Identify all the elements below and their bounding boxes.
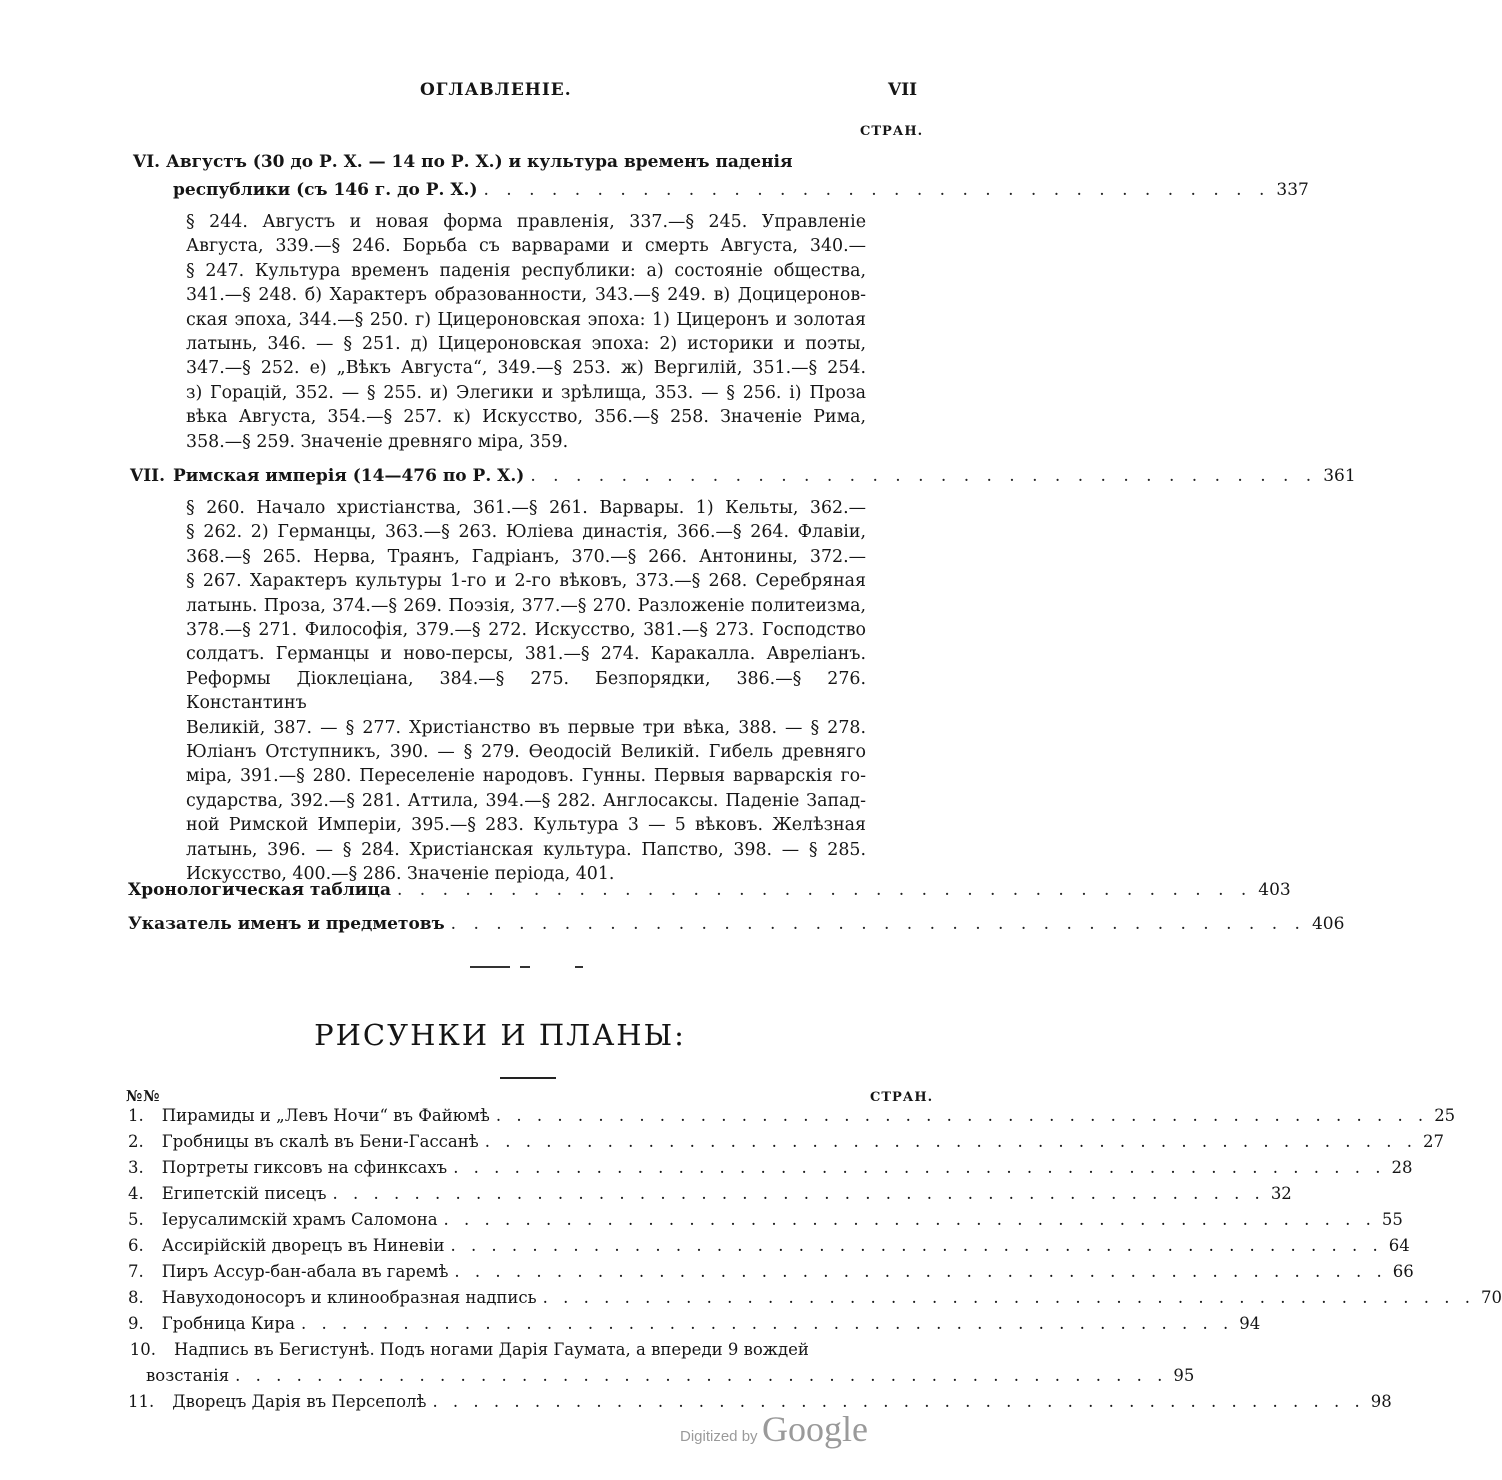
illustration-title: Портреты гиксовъ на сфинксахъ	[161, 1158, 448, 1177]
chapter-page: 337	[1276, 180, 1309, 200]
illustration-page: 98	[1370, 1392, 1392, 1411]
illustration-number: 10.	[129, 1340, 156, 1359]
summary-line: Августа, 339.—§ 246. Борьба съ варварами и смерть Августа, 340.—	[186, 236, 866, 257]
dot-leader: . . . . . . . . . . . . . . . . . . . . . . . . . . . . . . . . . . . . . . . . . . . . . .	[484, 1132, 1418, 1151]
summary-line: з) Горацій, 352. — § 255. и) Элегики и зрѣлища, 353. — § 256. і) Проза	[186, 382, 866, 403]
page-column-label: СТРАН.	[870, 1090, 934, 1105]
illustration-title-continuation: возстанія	[146, 1366, 230, 1385]
summary-line: § 247. Культура временъ паденія республики: а) состояніе общества,	[186, 260, 866, 281]
illustration-number: 8.	[128, 1288, 144, 1307]
illustration-number: 2.	[128, 1132, 144, 1151]
illustration-row-continuation	[128, 1366, 1195, 1392]
illustration-page: 32	[1270, 1184, 1292, 1203]
summary-line: § 260. Начало христіанства, 361.—§ 261. Варвары. 1) Кельты, 362.—	[186, 498, 866, 518]
ornament-rule	[520, 966, 530, 968]
chapter-numeral: VII.	[130, 466, 166, 486]
chapter-title-line: Римская имперія (14—476 по Р. X.)	[173, 466, 525, 486]
summary-line: 368.—§ 265. Нерва, Траянъ, Гадріанъ, 370.—§ 266. Антонины, 372.—	[186, 546, 866, 567]
summary-line: латынь, 396. — § 284. Христіанская культура. Папство, 398. — § 285.	[186, 839, 866, 860]
appendix-index	[128, 914, 1345, 934]
ornament-rule	[575, 966, 583, 968]
chapter-vii-heading	[130, 466, 1356, 486]
illustration-title: Пирамиды и „Левъ Ночи“ въ Файюмѣ	[161, 1106, 490, 1125]
illustration-title: Навуходоносоръ и клинообразная надпись	[161, 1288, 537, 1307]
dot-leader: . . . . . . . . . . . . . . . . . . . . . . . . . . . . . . . . . . . . . . . . . . . . . .	[454, 1262, 1387, 1281]
summary-line: § 267. Характеръ культуры 1-го и 2-го вѣковъ, 373.—§ 268. Серебряная	[186, 571, 866, 592]
illustration-page: 66	[1392, 1262, 1414, 1281]
illustration-row	[128, 1340, 932, 1366]
appendix-chronology	[128, 880, 1291, 900]
illustration-row	[128, 1210, 1403, 1236]
summary-line: 341.—§ 248. б) Характеръ образованности, 343.—§ 249. в) Доцицеронов-	[186, 285, 866, 306]
illustration-number: 5.	[128, 1210, 144, 1229]
illustration-number: 6.	[128, 1236, 144, 1255]
dot-leader: . . . . . . . . . . . . . . . . . . . . . . . . . . . . . . . . . . . . . . . . . . . . . .	[235, 1366, 1168, 1385]
dot-leader: . . . . . . . . . . . . . . . . . . . . . . . . . . . . . . . . . . . . . . . . . . . . . .	[432, 1392, 1365, 1411]
illustration-page: 94	[1239, 1314, 1261, 1333]
illustration-page: 55	[1381, 1210, 1403, 1229]
summary-line: латынь. Проза, 374.—§ 269. Поэзія, 377.—§ 270. Разложеніе политеизма,	[186, 595, 866, 616]
illustration-row	[128, 1288, 1502, 1314]
summary-line: латынь, 346. — § 251. д) Цицероновская эпоха: 2) историки и поэты,	[186, 334, 866, 355]
illustration-title: Надпись въ Бегистунѣ. Подъ ногами Дарія Гаумата, а впереди 9 вождей	[174, 1340, 809, 1359]
illustration-number: 11.	[128, 1392, 155, 1411]
appendix-title: Указатель именъ и предметовъ	[128, 914, 445, 934]
dot-leader: . . . . . . . . . . . . . . . . . . . . . . . . . . . . . . . . . . . . . . . . . . . . . .	[332, 1184, 1265, 1203]
number-column-label: №№	[126, 1087, 161, 1105]
illustration-number: 3.	[128, 1158, 144, 1177]
summary-line: міра, 391.—§ 280. Переселеніе народовъ. Гунны. Первыя варварскія го-	[186, 766, 866, 787]
appendix-page: 403	[1258, 880, 1291, 900]
illustration-number: 4.	[128, 1184, 144, 1203]
dot-leader: . . . . . . . . . . . . . . . . . . . . . . . . . . . . . . . . . . . . . . . . . . . . . .	[542, 1288, 1475, 1307]
illustration-title: Ассирійскій дворецъ въ Ниневіи	[161, 1236, 445, 1255]
summary-line: солдатъ. Германцы и ново-персы, 381.—§ 274. Каракалла. Авреліанъ.	[186, 644, 866, 665]
illustration-page: 70	[1480, 1288, 1502, 1307]
dot-leader: . . . . . . . . . . . . . . . . . . . . . . . . . . . . . . . . . . . . . .	[450, 914, 1306, 934]
illustration-number: 1.	[128, 1106, 144, 1125]
watermark-prefix: Digitized by	[680, 1428, 758, 1445]
illustration-row	[128, 1106, 1456, 1132]
summary-line: Искусство, 400.—§ 286. Значеніе періода, 401.	[186, 864, 615, 885]
dot-leader: . . . . . . . . . . . . . . . . . . . . . . . . . . . . . . . . . . . . . . . . . . . . . .	[495, 1106, 1429, 1125]
summary-line: ной Римской Имперіи, 395.—§ 283. Культура 3 — 5 вѣковъ. Желѣзная	[186, 815, 866, 836]
digitized-watermark	[680, 1408, 868, 1450]
dot-leader: . . . . . . . . . . . . . . . . . . . . . . . . . . . . . . . . . . . . . . . . . . . . . .	[453, 1158, 1386, 1177]
illustration-title: Іерусалимскій храмъ Саломона	[161, 1210, 438, 1229]
chapter-page: 361	[1323, 466, 1356, 486]
illustration-page: 27	[1423, 1132, 1445, 1151]
dot-leader: . . . . . . . . . . . . . . . . . . . . . . . . . . . . . . . . . . . . . . . . . . . . . .	[300, 1314, 1234, 1333]
summary-line: Реформы Діоклеціана, 384.—§ 275. Безпорядки, 386.—§ 276. Константинъ	[186, 668, 866, 714]
google-logo: Google	[762, 1409, 868, 1449]
chapter-vi-summary	[186, 210, 866, 454]
chapter-vi-title-continuation	[173, 180, 1309, 200]
illustration-row	[128, 1262, 1414, 1288]
illustration-row	[128, 1158, 1413, 1184]
illustration-row	[128, 1132, 1445, 1158]
section-heading: РИСУНКИ И ПЛАНЫ:	[314, 1018, 686, 1052]
illustration-page: 28	[1391, 1158, 1413, 1177]
summary-line: § 244. Августъ и новая форма правленія, 337.—§ 245. Управленіе	[186, 212, 866, 232]
illustration-row	[128, 1184, 1292, 1210]
heading-rule	[500, 1077, 556, 1079]
appendix-page: 406	[1311, 914, 1345, 934]
page-number: VII	[888, 80, 918, 100]
summary-line: ская эпоха, 344.—§ 250. г) Цицероновская эпоха: 1) Цицеронъ и золотая	[186, 309, 866, 330]
chapter-title-line: Августъ (30 до Р. X. — 14 по Р. X.) и культура временъ паденія	[165, 152, 793, 172]
summary-line: § 262. 2) Германцы, 363.—§ 263. Юліева династія, 366.—§ 264. Флавіи,	[186, 522, 866, 543]
chapter-title-line: республики (съ 146 г. до Р. X.)	[173, 180, 478, 200]
illustration-title: Гробница Кира	[161, 1314, 295, 1333]
page-column-label: СТРАН.	[860, 124, 924, 139]
dot-leader: . . . . . . . . . . . . . . . . . . . . . . . . . . . . . . . . . . . . . .	[397, 880, 1253, 900]
illustration-page: 95	[1173, 1366, 1195, 1385]
summary-line: вѣка Августа, 354.—§ 257. к) Искусство, 356.—§ 258. Значеніе Рима,	[186, 407, 866, 428]
illustration-row	[128, 1314, 1261, 1340]
illustration-number: 9.	[128, 1314, 144, 1333]
summary-line: 378.—§ 271. Философія, 379.—§ 272. Искусство, 381.—§ 273. Господство	[186, 620, 866, 641]
ornament-rule	[470, 966, 510, 968]
dot-leader: . . . . . . . . . . . . . . . . . . . . . . . . . . . . . . . . . . .	[530, 466, 1318, 486]
summary-line: 347.—§ 252. е) „Вѣкъ Августа“, 349.—§ 253. ж) Вергилій, 351.—§ 254.	[186, 358, 866, 379]
dot-leader: . . . . . . . . . . . . . . . . . . . . . . . . . . . . . . . . . . . . . . . . . . . . . .	[443, 1210, 1376, 1229]
illustration-page: 25	[1434, 1106, 1456, 1125]
illustration-title: Дворецъ Дарія въ Персеполѣ	[172, 1392, 427, 1411]
chapter-vii-summary	[186, 496, 866, 887]
illustration-title: Египетскій писецъ	[161, 1184, 327, 1203]
running-title: ОГЛАВЛЕНІЕ.	[420, 80, 572, 100]
summary-line: сударства, 392.—§ 281. Аттила, 394.—§ 282. Англосаксы. Паденіе Запад-	[186, 790, 866, 811]
illustration-number: 7.	[128, 1262, 144, 1281]
illustration-page: 64	[1388, 1236, 1410, 1255]
illustration-title: Гробницы въ скалѣ въ Бени-Гассанѣ	[161, 1132, 479, 1151]
dot-leader: . . . . . . . . . . . . . . . . . . . . . . . . . . . . . . . . . . .	[483, 180, 1271, 200]
chapter-numeral: VI.	[133, 152, 161, 172]
summary-line: Юліанъ Отступникъ, 390. — § 279. Ѳеодосій Великій. Гибель древняго	[186, 742, 866, 763]
summary-line: 358.—§ 259. Значеніе древняго міра, 359.	[186, 431, 569, 452]
appendix-title: Хронологическая таблица	[128, 880, 391, 900]
summary-line: Великій, 387. — § 277. Христіанство въ первые три вѣка, 388. — § 278.	[186, 717, 866, 738]
illustration-row	[128, 1236, 1410, 1262]
illustration-title: Пиръ Ассур-бан-абала въ гаремѣ	[161, 1262, 449, 1281]
dot-leader: . . . . . . . . . . . . . . . . . . . . . . . . . . . . . . . . . . . . . . . . . . . . . .	[450, 1236, 1383, 1255]
chapter-vi-heading	[133, 152, 793, 172]
